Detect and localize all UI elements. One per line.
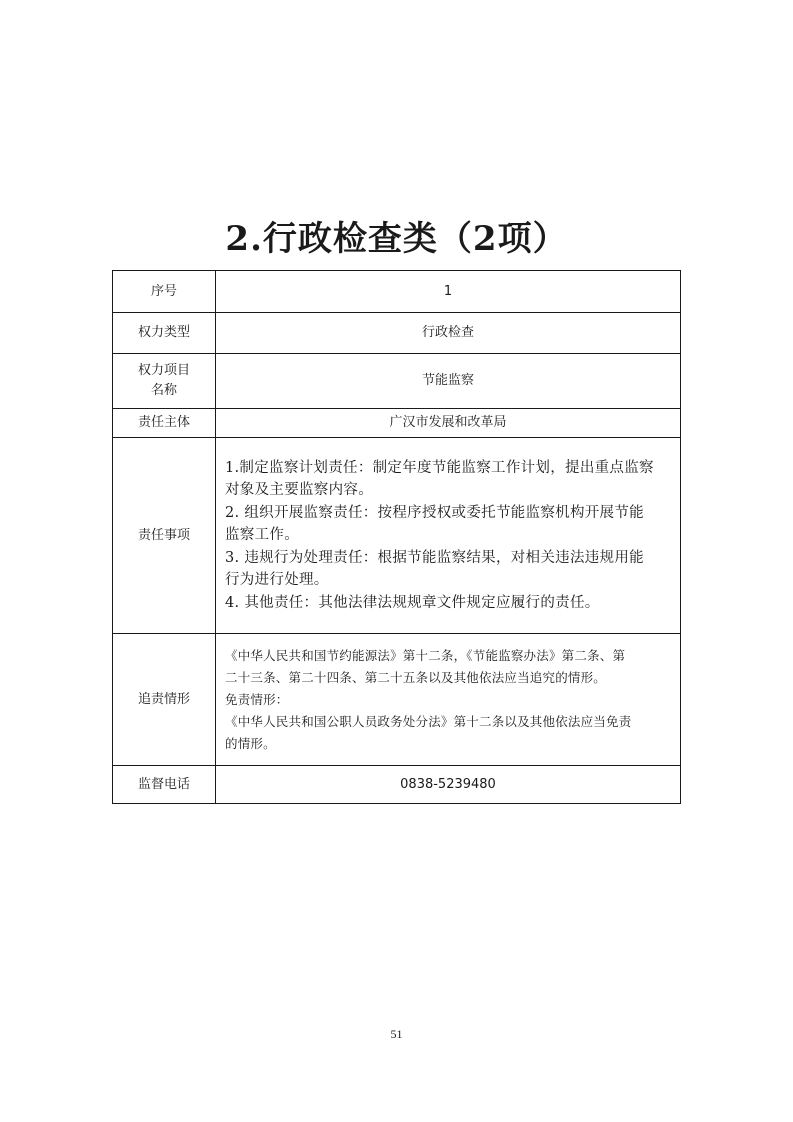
table-row-subject [113,409,681,438]
table-row-power-type [113,313,681,354]
page-title: 2.行政检查类（2项） [225,219,568,259]
label-serial: 序号 [113,271,216,313]
resp-line: 2. 组织开展监察责任：按程序授权或委托节能监察机构开展节能 [225,504,644,521]
power-info-table [112,270,681,804]
table-row-phone [113,766,681,804]
label-phone: 监督电话 [113,766,216,804]
resp-line: 3. 违规行为处理责任：根据节能监察结果，对相关违法违规用能 [225,549,644,566]
liability-line: 二十三条、第二十四条、第二十五条以及其他依法应当追究的情形。 [225,669,607,685]
label-power-type: 权力类型 [113,313,216,354]
table-row-responsibilities [113,438,681,634]
resp-line: 对象及主要监察内容。 [225,482,373,499]
value-phone: 0838-5239480 [216,766,681,804]
value-power-type: 行政检查 [216,313,681,354]
label-responsibilities: 责任事项 [113,438,216,634]
value-liability [216,634,681,766]
label-item-name [113,354,216,409]
liability-line: 免责情形： [225,691,289,707]
value-responsibilities [216,438,681,634]
label-item-name-line1: 权力项目 [137,363,190,378]
value-item-name: 节能监察 [216,354,681,409]
resp-line: 1.制定监察计划责任：制定年度节能监察工作计划，提出重点监察 [225,459,654,476]
resp-line: 监察工作。 [225,527,299,544]
value-serial: 1 [216,271,681,313]
resp-line: 4. 其他责任：其他法律法规规章文件规定应履行的责任。 [225,594,600,611]
table-row-serial [113,271,681,313]
liability-line: 《中华人民共和国公职人员政务处分法》第十二条以及其他依法应当免责 [225,713,632,729]
page-number: 51 [390,1027,403,1041]
value-subject: 广汉市发展和改革局 [216,409,681,438]
label-subject: 责任主体 [113,409,216,438]
liability-line: 《中华人民共和国节约能源法》第十二条，《节能监察办法》第二条、第 [225,647,626,663]
label-liability: 追责情形 [113,634,216,766]
label-item-name-line2: 名称 [150,383,177,398]
table-row-item-name [113,354,681,409]
liability-line: 的情形。 [225,735,276,751]
resp-line: 行为进行处理。 [225,572,329,589]
table-row-liability [113,634,681,766]
